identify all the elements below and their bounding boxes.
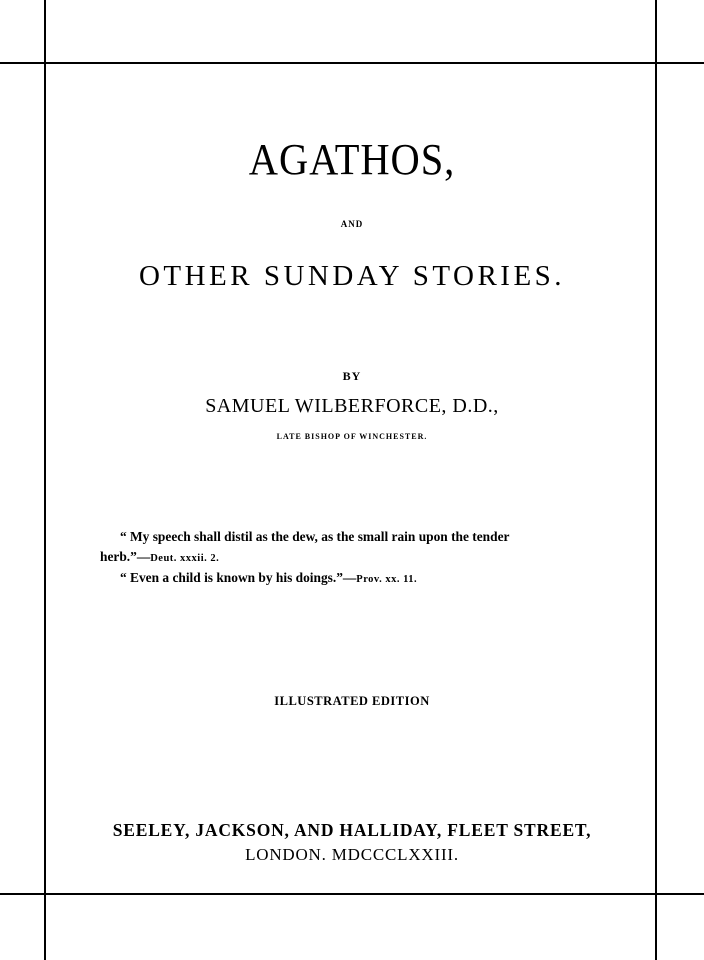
- by-label: BY: [342, 369, 362, 383]
- crop-line-bottom: [0, 893, 704, 895]
- edition-label: ILLUSTRATED EDITION: [274, 694, 430, 708]
- epigraph-2: [100, 568, 600, 590]
- epigraph-1-line-2: [100, 547, 600, 569]
- place-date-line: LONDON. MDCCCLXXIII.: [245, 845, 459, 864]
- crop-line-top: [0, 62, 704, 64]
- author-name: SAMUEL WILBERFORCE, D.D.,: [205, 395, 499, 417]
- epigraph-1-line-2-text: herb.”—: [100, 549, 151, 564]
- epigraph-2-text: “ Even a child is known by his doings.”—: [120, 570, 357, 585]
- book-subtitle: OTHER SUNDAY STORIES.: [138, 260, 566, 292]
- epigraph-1-line-1: “ My speech shall distil as the dew, as the small rain upon the tender: [120, 529, 510, 544]
- book-title: AGATHOS,: [248, 135, 456, 184]
- author-role: LATE BISHOP OF WINCHESTER.: [276, 432, 428, 441]
- epigraph-2-source: Prov. xx. 11.: [356, 574, 418, 585]
- title-conjunction: AND: [340, 219, 364, 229]
- publisher-line: SEELEY, JACKSON, AND HALLIDAY, FLEET STREET,: [112, 820, 592, 840]
- epigraph-1-source: Deut. xxxii. 2.: [150, 553, 220, 564]
- epigraph-1: [100, 527, 600, 569]
- epigraph-2-line: [100, 568, 600, 590]
